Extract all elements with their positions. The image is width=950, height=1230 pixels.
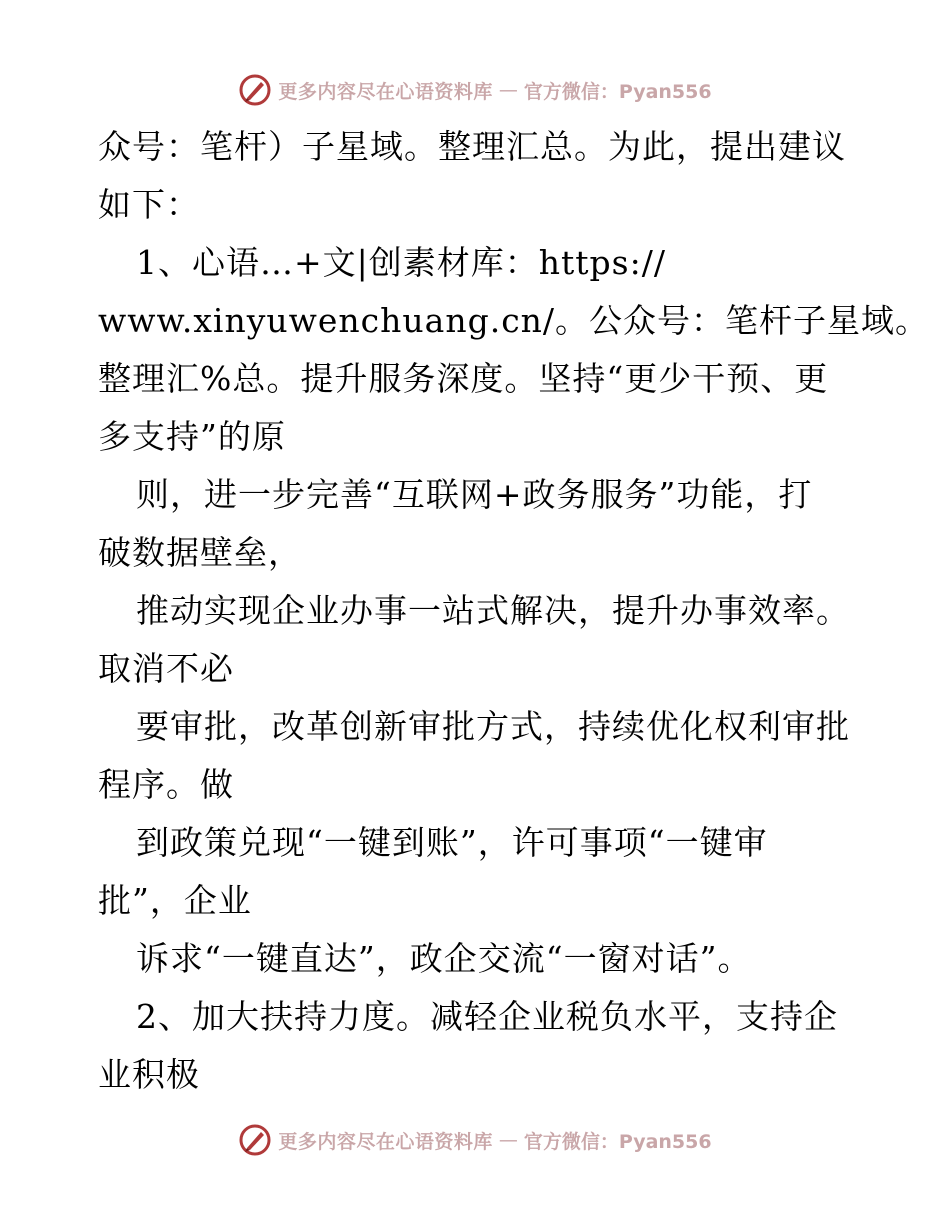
text-line: www.xinyuwenchuang.cn/。公众号：笔杆子星域。 (98, 301, 930, 340)
watermark-text: 更多内容尽在心语资料库 (278, 1130, 493, 1153)
watermark-separator: — (498, 79, 518, 101)
footer-watermark (0, 1120, 950, 1160)
text-line: 程序。做 (98, 765, 234, 804)
watermark-text: 更多内容尽在心语资料库 (278, 80, 493, 103)
text-line: 如下： (98, 185, 200, 224)
text-line: 要审批，改革创新审批方式，持续优化权利审批 (136, 707, 850, 746)
text-line: 业积极 (98, 1055, 200, 1094)
text-line: 多支持”的原 (98, 417, 286, 456)
watermark-wechat: 官方微信：Pyan556 (523, 80, 712, 103)
text-line: 破数据壁垒， (98, 533, 302, 572)
text-line: 取消不必 (98, 649, 234, 688)
text-line: 众号：笔杆）子星域。整理汇总。为此，提出建议 (98, 127, 846, 166)
text-line: 推动实现企业办事一站式解决，提升办事效率。 (136, 591, 850, 630)
text-line: 1、心语…+文|创素材库：https:// (136, 243, 666, 282)
pen-in-circle-logo-icon (238, 73, 272, 107)
header-watermark (0, 70, 950, 110)
watermark-wechat: 官方微信：Pyan556 (523, 1130, 712, 1153)
watermark-separator: — (498, 1129, 518, 1151)
text-line: 则，进一步完善“互联网+政务服务”功能，打 (136, 475, 813, 514)
pen-in-circle-logo-icon (238, 1123, 272, 1157)
text-line: 诉求“一键直达”，政企交流“一窗对话”。 (136, 939, 752, 978)
document-body (98, 118, 930, 1104)
text-line: 批”，企业 (98, 881, 252, 920)
text-line: 整理汇%总。提升服务深度。坚持“更少干预、更 (98, 359, 829, 398)
text-line: 2、加大扶持力度。减轻企业税负水平，支持企 (136, 997, 838, 1036)
text-line: 到政策兑现“一键到账”，许可事项“一键审 (136, 823, 768, 862)
